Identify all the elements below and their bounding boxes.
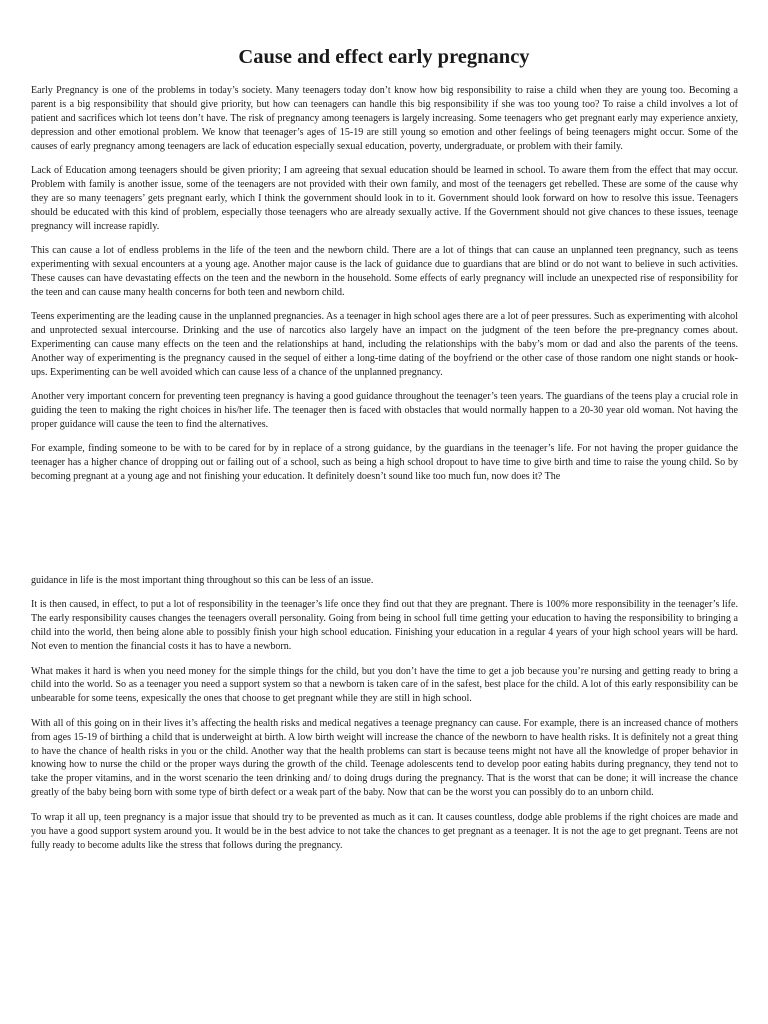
paragraph: It is then caused, in effect, to put a lot of responsibility in the teenager’s life once they find out that they are pregnant. There is 100% more responsibility in the teenager’s life. The early responsibility causes changes the teenagers overall personality. Going from being in school full time getting your education to having the responsibility to bringing a child into the world, then being alone able to possibly finish your high school education. Finishing your education in a regular 4 years of your high school years will be hard. Not even to mention the financial costs it has to have a newborn. <box>31 599 738 653</box>
paragraph: Lack of Education among teenagers should be given priority; I am agreeing that sexual education should be learned in school. To aware them from the effect that may occur. Problem with family is another issue, some of the teenagers are not provided with their own family, and most of the teenagers get rebelled. These are some of the cause why they are so many teenagers’ gets pregnant early, which I think the government should look in to it. Government should look forward on how to resolve this issue. Teenagers should be educated with this kind of problem, especially those teenagers who are already sexually active. If the Government should not give chances to these issues, teenage pregnancy will increase rapidly. <box>31 165 738 232</box>
paragraph: For example, finding someone to be with to be cared for by in replace of a strong guidance, by the guardians in the teenager’s life. For not having the proper guidance the teenager has a higher chance of dropping out or failing out of a school, such as being a high school dropout to have time to give birth and time to raise the young child. So by becoming pregnant at a young age and not finishing your education. It definitely doesn’t sound like too much fun, now does it? The <box>31 443 738 483</box>
paragraph: Another very important concern for preventing teen pregnancy is having a good guidance throughout the teenager’s teen years. The guardians of the teens play a crucial role in guiding the teen to making the right choices in his/her life. The teenager then is faced with obstacles that would normally happen to a 20-30 year old woman. Not having the proper guidance will cause the teen to find the alternatives. <box>31 391 738 431</box>
paragraph: guidance in life is the most important thing throughout so this can be less of an issue. <box>31 575 374 586</box>
paragraph: Teens experimenting are the leading cause in the unplanned pregnancies. As a teenager in high school ages there are a lot of peer pressures. Such as experimenting with alcohol and unprotected sexual intercourse. Drinking and the use of narcotics also largely have an impact on the judgment of the teen before the pre-pregnancy comes about. Experimenting can cause many effects on the teen and the relationships at hand, including the relationships with the baby’s mom or dad and also the parents of the teens. Another way of experimenting is the pregnancy caused in the sequel of either a long-time dating of the boyfriend or the other case of those random one night stands or hook-ups. Experimenting can be well avoided which can cause less of a chance of the unplanned pregnancy. <box>31 311 738 378</box>
paragraph: What makes it hard is when you need money for the simple things for the child, but you don’t have the time to get a job because you’re nursing and getting ready to bring a child into the world. So as a teenager you need a support system so that a newborn is taken care of in the safest, best place for the child. A lot of this early responsibility can be unbearable for some teens, expesically the ones that choose to get pregnant while they are still in high school. <box>31 665 738 705</box>
document-title: Cause and effect early pregnancy <box>238 46 530 68</box>
body-text-top <box>31 84 738 495</box>
body-text-bottom <box>31 574 738 863</box>
paragraph: To wrap it all up, teen pregnancy is a major issue that should try to be prevented as much as it can. It causes countless, dodge able problems if the right choices are made and you have a good support system around you. It would be in the best advice to not take the chances to get pregnant as a teenager. It is not the age to get pregnant. Teens are not fully ready to become adults like the stress that follows during the pregnancy. <box>31 811 738 851</box>
paragraph: This can cause a lot of endless problems in the life of the teen and the newborn child. There are a lot of things that can cause an unplanned teen pregnancy, such as teens experimenting with sexual encounters at a young age. Another major cause is the lack of guidance due to guardians that are blind or do not want to believe in such activities. These causes can have devastating effects on the teen and the newborn in the household. Some effects of early pregnancy will include an unexpected rise of responsibility for the teen and can cause many health concerns for both teen and newborn child. <box>31 245 738 298</box>
paragraph: With all of this going on in their lives it’s affecting the health risks and medical negatives a teenage pregnancy can cause. For example, there is an increased chance of mothers from ages 15-19 of birthing a child that is underweight at birth. A low birth weight will increase the chance of the newborn to have health risks. It is definitely not a great thing to have the chance of health risks in you or the child. Another way that the health problems can start is because teens might not have all the knowledge of proper behavior in knowing how to nurse the child or the proper ways during the growth of the child. Teenage adolescents tend to develop poor eating habits during pregnancy, they tend not to take the proper vitamins, and in the worst scenario the teen drinking and/ to doing drugs during the pregnancy. That is the worst that can be done; it will increase the chance greatly of the baby being born with some type of birth defect or a weak part of the baby. Now that can be the worst you can possibly do to an unborn child. <box>31 717 738 799</box>
paragraph: Early Pregnancy is one of the problems in today’s society. Many teenagers today don’t know how big responsibility to raise a child when they are young too. Becoming a parent is a big responsibility that should give priority, but how can teenagers can handle this big responsibility if she was too young too? To raise a child involves a lot of patient and sacrifices which lot teens don’t have. The risk of pregnancy among teenagers is largely increasing. Some teenagers who get pregnant early may experience anxiety, depression and other emotional problem. We know that teenager’s ages of 15-19 are still young so emotion and other feelings of being teenagers might occur. Some of the causes of early pregnancy among teenagers are lack of education especially sexual education, poverty, undergraduate, or problem with their family. <box>31 85 738 152</box>
